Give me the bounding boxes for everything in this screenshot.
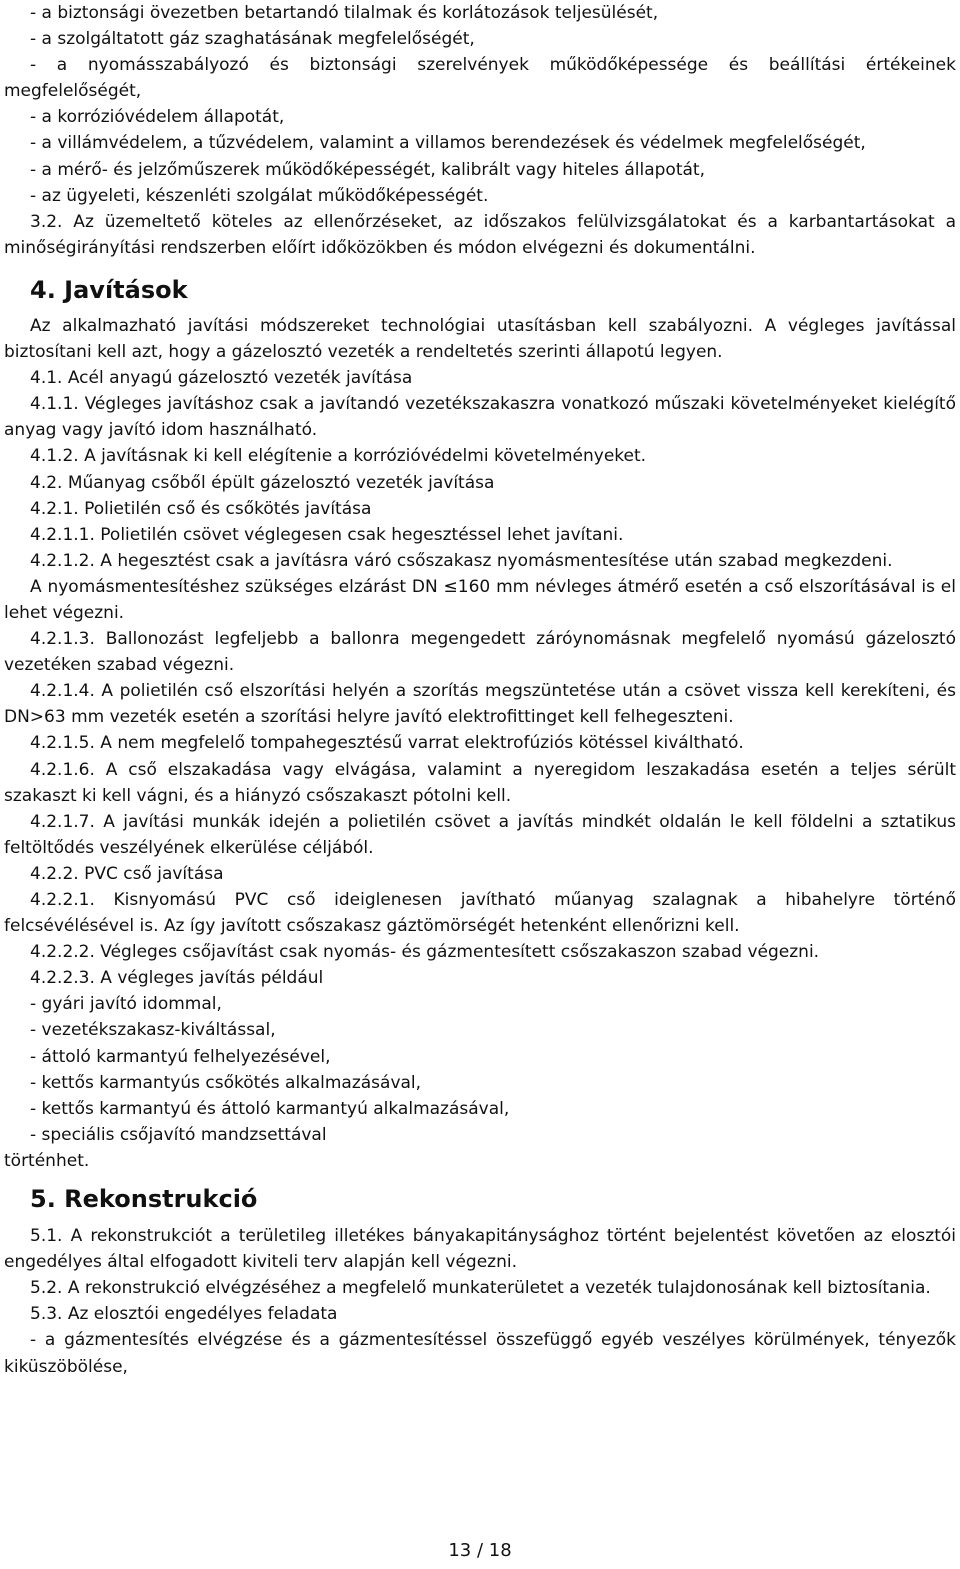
paragraph-4-2-2-3: 4.2.2.3. A végleges javítás például [30, 968, 324, 989]
list-item: - a korrózióvédelem állapotát, [30, 107, 285, 128]
paragraph-4-2-1-4: 4.2.1.4. A polietilén cső elszorítási helyén a szorítás megszüntetése után a csövet vissza kell kerekíteni, és DN>63 mm vezeték esetén a szorítási helyre javító elektrofittinget kell felhegeszteni. [4, 681, 956, 728]
paragraph-4-2-1-3: 4.2.1.3. Ballonozást legfeljebb a ballonra megengedett záróynomásnak megfelelő nyomású gázelosztó vezetéken szabad végezni. [4, 629, 956, 676]
paragraph-5-2: 5.2. A rekonstrukció elvégzéséhez a megfelelő munkaterületet a vezeték tulajdonosának kell biztosítania. [30, 1278, 931, 1299]
paragraph-4-2-2-1: 4.2.2.1. Kisnyomású PVC cső ideiglenesen javítható műanyag szalagnak a hibahelyre történő felcsévélésével is. Az így javított csőszakasz gáztömörségét hetenként ellenőrizni kell. [4, 890, 956, 937]
subheading-4-2: 4.2. Műanyag csőből épült gázelosztó vezeték javítása [30, 472, 495, 493]
list-item: - kettős karmantyú és áttoló karmantyú alkalmazásával, [30, 1098, 510, 1119]
list-item: - kettős karmantyús csőkötés alkalmazásával, [30, 1072, 422, 1093]
list-item: - áttoló karmantyú felhelyezésével, [30, 1046, 331, 1067]
paragraph-5-1: 5.1. A rekonstrukciót a területileg illetékes bányakapitánysághoz történt bejelentést követően az elosztói engedélyes által elfogadott kiviteli terv alapján kell végezni. [4, 1226, 956, 1273]
list-item: - a gázmentesítés elvégzése és a gázmentesítéssel összefüggő egyéb veszélyes körülmények, tényezők kiküszöbölése, [4, 1330, 956, 1377]
list-item: - az ügyeleti, készenléti szolgálat működőképességét. [30, 185, 489, 206]
paragraph-4-2-1-5: 4.2.1.5. A nem megfelelő tompahegesztésű varrat elektrofúziós kötéssel kiválthatό. [30, 733, 744, 754]
subheading-4-1: 4.1. Acél anyagú gázelosztó vezeték javítása [30, 368, 413, 389]
paragraph-3-2: 3.2. Az üzemeltető köteles az ellenőrzéseket, az időszakos felülvizsgálatokat és a karbantartásokat a minőségirányítási rendszerben előírt időközökben és módon elvégezni és dokumentálni. [4, 211, 956, 258]
paragraph-4-2-1-1: 4.2.1.1. Polietilén csövet véglegesen csak hegesztéssel lehet javítani. [30, 524, 624, 545]
subheading-4-2-2: 4.2.2. PVC cső javítása [30, 863, 224, 884]
list-item: - a nyomásszabályozó és biztonsági szerelvények működőképessége és beállítási értékeinek megfelelőségét, [4, 55, 956, 102]
subheading-5-3: 5.3. Az elosztói engedélyes feladata [30, 1304, 338, 1325]
list-item: - speciális csőjavító mandzsettával [30, 1124, 327, 1145]
paragraph-4-2-2-2: 4.2.2.2. Végleges csőjavítást csak nyomás- és gázmentesített csőszakaszon szabad végezni. [30, 942, 820, 963]
paragraph-4-1-1: 4.1.1. Végleges javításhoz csak a javítandó vezetékszakaszra vonatkozó műszaki követelményeket kielégítő anyag vagy javító idom használható. [4, 394, 956, 441]
document-page [4, 0, 956, 1380]
section-heading-4: 4. Javítások [30, 275, 188, 304]
list-item: - a mérő- és jelzőműszerek működőképességét, kalibrált vagy hiteles állapotát, [30, 159, 705, 180]
paragraph: történhet. [4, 1150, 90, 1171]
list-item: - a biztonsági övezetben betartandó tilalmak és korlátozások teljesülését, [30, 3, 659, 23]
list-item: - vezetékszakasz-kiváltással, [30, 1020, 276, 1041]
paragraph-4-1-2: 4.1.2. A javításnak ki kell elégítenie a korrózióvédelmi követelményeket. [30, 446, 647, 467]
paragraph-4-2-1-2: 4.2.1.2. A hegesztést csak a javításra váró csőszakasz nyomásmentesítése után szabad megkezdeni. [30, 550, 893, 571]
list-item: - gyári javító idommal, [30, 994, 222, 1015]
list-item: - a szolgáltatott gáz szaghatásának megfelelőségét, [30, 29, 475, 50]
page-number: 13 / 18 [448, 1540, 512, 1561]
paragraph-4-2-1-7: 4.2.1.7. A javítási munkák idején a polietilén csövet a javítás mindkét oldalán le kell földelni a sztatikus feltöltődés veszélyének elkerülése céljából. [4, 811, 956, 858]
list-item: - a villámvédelem, a tűzvédelem, valamint a villamos berendezések és védelmek megfelelőségét, [30, 133, 866, 154]
paragraph: A nyomásmentesítéshez szükséges elzárást DN ≤160 mm névleges átmérő esetén a cső elszorításával is el lehet végezni. [4, 576, 956, 623]
paragraph: Az alkalmazható javítási módszereket technológiai utasításban kell szabályozni. A végleges javítással biztosítani kell azt, hogy a gázelosztó vezeték a rendeltetés szerinti állapotú legyen. [4, 315, 956, 363]
subheading-4-2-1: 4.2.1. Polietilén cső és csőkötés javítása [30, 498, 372, 519]
paragraph-4-2-1-6: 4.2.1.6. A cső elszakadása vagy elvágása, valamint a nyeregidom leszakadása esetén a teljes sérült szakaszt ki kell vágni, és a hiányzó csőszakaszt pótolni kell. [4, 759, 956, 806]
section-heading-5: 5. Rekonstrukció [30, 1185, 258, 1214]
